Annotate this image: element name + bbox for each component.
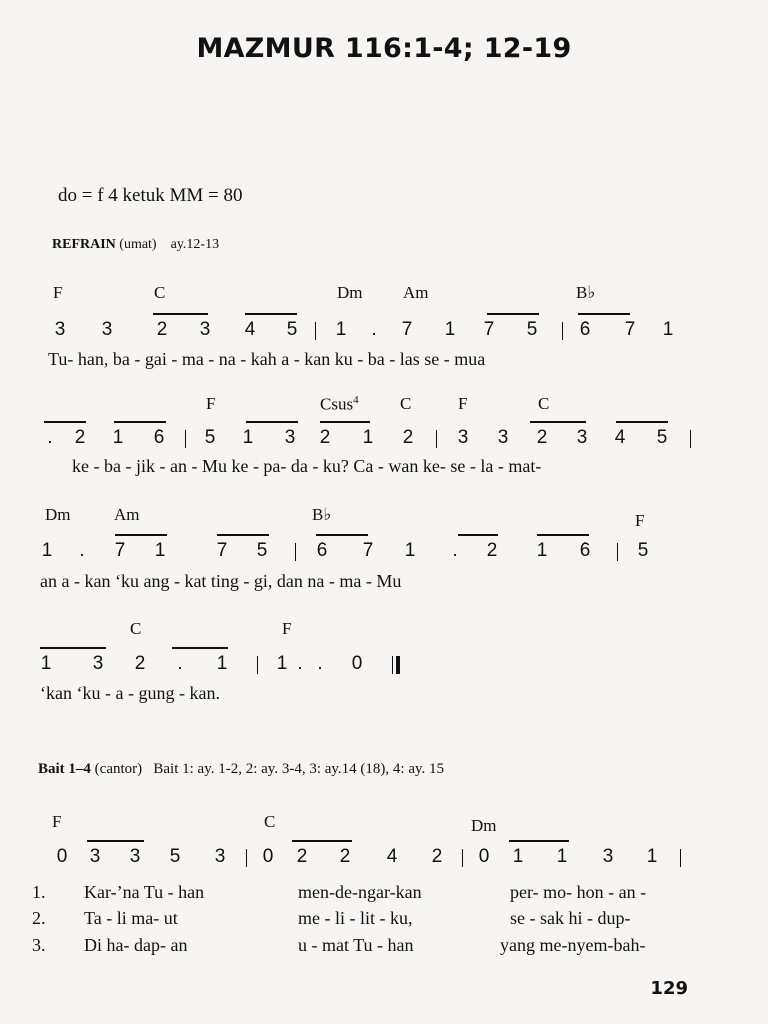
beam (246, 421, 298, 423)
number-notation: 1 3 2 . 1 1 . . 0 (0, 653, 768, 679)
beam (115, 534, 167, 536)
chord: F (458, 394, 468, 413)
verse-text-c: se - sak hi - dup- (510, 908, 631, 928)
page-number: 129 (650, 978, 688, 999)
chord: F (282, 619, 292, 638)
beam (153, 313, 208, 315)
beam (320, 421, 370, 423)
chord: Dm (337, 283, 363, 302)
beam (537, 534, 589, 536)
chord: B♭ (312, 505, 332, 524)
beam (245, 313, 297, 315)
chord: C (400, 394, 412, 413)
chord: C (154, 283, 166, 302)
bait-who: (cantor) (94, 761, 143, 777)
chord: C (264, 812, 276, 831)
verse-number: 2. (32, 908, 46, 928)
number-notation: 3 3 2 3 4 5 1 . 7 . 1 7 . 5 . 6 . 7 . 1 (0, 319, 768, 345)
chord: C (130, 619, 142, 638)
number-notation: 0 3 3 5 3 0 2 2 4 2 0 1 1 3 1 (0, 846, 768, 872)
verse-number: 3. (32, 935, 46, 955)
refrain-verses: ay.12-13 (170, 237, 220, 252)
beam (458, 534, 498, 536)
page-title: MAZMUR 116:1-4; 12-19 (196, 33, 572, 64)
chord: B♭ (576, 283, 596, 302)
chord: Dm (45, 505, 71, 524)
chord: F (635, 511, 645, 530)
verse-text-c: per- mo- hon - an - (510, 882, 647, 902)
lyrics-line: ke - ba - jik - an - Mu ke - pa- da - ku? Ca - wan ke- se - la - mat- (72, 456, 542, 476)
verse-text-c: yang me-nyem-bah- (500, 935, 646, 955)
chord: Csus$^4$ (320, 394, 359, 414)
refrain-heading (52, 237, 219, 253)
chord: Am (403, 283, 429, 302)
beam (292, 840, 352, 842)
bait-verses: Bait 1: ay. 1-2, 2: ay. 3-4, 3: ay.14 (18), 4: ay. 15 (153, 761, 445, 777)
beam (616, 421, 668, 423)
verse-text-b: u - mat Tu - han (298, 935, 414, 955)
chord: Am (114, 505, 140, 524)
refrain-who: (umat) (119, 237, 157, 252)
chord: C (538, 394, 550, 413)
chord: F (53, 283, 63, 302)
chord: Dm (471, 816, 497, 835)
beam (172, 647, 228, 649)
number-notation: 1 . 7 . 1 7 . 5 . 6 . 7 . 1 . 2 1 6 . 5 . (0, 540, 768, 566)
bait-label: Bait 1–4 (38, 761, 91, 777)
chord: F (52, 812, 62, 831)
verse-text-b: men-de-ngar-kan (298, 882, 422, 902)
lyrics-line: ‘kan ‘ku - a - gung - kan. (40, 683, 220, 703)
beam (530, 421, 586, 423)
lyrics-line: Tu- han, ba - gai - ma - na - kah a - kan ku - ba - las se - mua (48, 349, 486, 369)
tempo-info: do = f 4 ketuk MM = 80 (58, 185, 243, 206)
beam (44, 421, 86, 423)
bait-heading (38, 761, 444, 778)
verse-text-a: Ta - li ma- ut (84, 908, 178, 928)
refrain-label: REFRAIN (52, 237, 116, 252)
number-notation: . 2 1 6 . 5 . 1 3 2 1 2 3 3 2 3 4 5 (0, 427, 768, 453)
chord: F (206, 394, 216, 413)
beam (509, 840, 569, 842)
beam (87, 840, 144, 842)
lyrics-line: an a - kan ‘ku ang - kat ting - gi, dan na - ma - Mu (40, 571, 402, 591)
beam (40, 647, 106, 649)
verse-text-a: Di ha- dap- an (84, 935, 188, 955)
verse-text-b: me - li - lit - ku, (298, 908, 413, 928)
verse-text-a: Kar-’na Tu - han (84, 882, 205, 902)
verse-number: 1. (32, 882, 46, 902)
